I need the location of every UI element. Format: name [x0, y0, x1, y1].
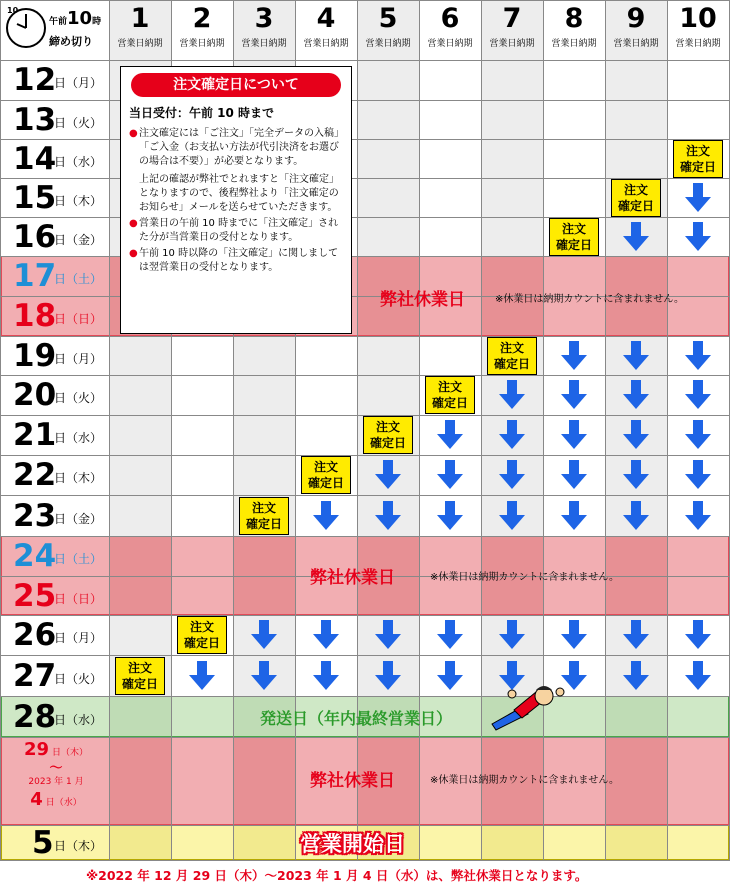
down-arrow-icon	[560, 460, 588, 490]
info-panel	[120, 66, 352, 334]
column-caption: 営業日納期	[365, 39, 411, 49]
down-arrow-icon	[312, 620, 340, 650]
day-number: 28	[13, 698, 57, 735]
grid-line-h	[0, 737, 730, 738]
order-confirm-tag: 注文 確定日	[301, 456, 351, 494]
day-weekday: 日（火）	[54, 671, 103, 686]
column-caption: 営業日納期	[179, 39, 225, 49]
down-arrow-icon	[684, 620, 712, 650]
grid-line-h	[0, 336, 730, 337]
grid-line-v	[419, 0, 420, 860]
day-number: 17	[13, 258, 57, 294]
deadline-line: 午前10時	[49, 8, 102, 29]
down-arrow-icon	[374, 501, 402, 531]
day-number: 18	[13, 298, 57, 334]
day-number: 25	[13, 577, 57, 614]
grid-line-v	[605, 0, 606, 860]
day-number: 21	[13, 417, 57, 453]
grid-line-h	[0, 455, 730, 456]
down-arrow-icon	[436, 460, 464, 490]
grid-line-h	[0, 536, 730, 537]
day-number: 23	[13, 497, 57, 534]
column-number: 8	[564, 3, 584, 34]
down-arrow-icon	[250, 620, 278, 650]
grid-line-h	[0, 375, 730, 376]
column-caption: 営業日納期	[117, 39, 163, 49]
down-arrow-icon	[498, 501, 526, 531]
down-arrow-icon	[498, 380, 526, 410]
day-number: 15	[13, 179, 57, 216]
down-arrow-icon	[684, 501, 712, 531]
down-arrow-icon	[622, 222, 650, 252]
grid-line-h	[0, 60, 730, 61]
info-bullet: ● 注文確定には「ご注文」「完全データの入稿」「ご入金（お支払い方法が代引決済をお選びの場合は不要）」が必要となります。	[129, 128, 339, 167]
grid-line-h	[0, 615, 730, 616]
down-arrow-icon	[622, 420, 650, 450]
grid-line-h	[0, 860, 730, 861]
day-weekday: 日（火）	[54, 115, 103, 130]
grid-line-h	[0, 139, 730, 140]
down-arrow-icon	[560, 501, 588, 531]
column-number: 2	[192, 3, 212, 34]
grid-line-v	[357, 0, 358, 860]
down-arrow-icon	[684, 460, 712, 490]
day-weekday: 日（火）	[54, 391, 103, 405]
ship-day-label: 発送日（年内最終営業日）	[260, 709, 453, 728]
column-number: 3	[254, 3, 274, 34]
order-confirm-tag: 注文 確定日	[239, 497, 289, 535]
column-number: 10	[679, 3, 717, 34]
column-caption: 営業日納期	[551, 39, 597, 49]
day-number: 16	[13, 218, 57, 255]
down-arrow-icon	[560, 341, 588, 371]
down-arrow-icon	[498, 460, 526, 490]
grid-line-h	[0, 217, 730, 218]
column-number: 7	[502, 3, 522, 34]
grid-line-h	[0, 256, 730, 257]
grid-line-v	[481, 0, 482, 860]
grid-line-v	[109, 0, 110, 860]
date-range-label: 29 日（木） ～ 2023 年 1 月 4 日（水）	[24, 739, 88, 810]
down-arrow-icon	[560, 620, 588, 650]
info-subtitle: 当日受付：午前 10 時まで	[129, 106, 275, 120]
down-arrow-icon	[684, 341, 712, 371]
grid-line-h	[0, 825, 730, 826]
day-weekday: 日（月）	[54, 351, 103, 366]
down-arrow-icon	[374, 620, 402, 650]
down-arrow-icon	[498, 420, 526, 450]
day-weekday: 日（月）	[54, 76, 103, 90]
day-number: 5	[32, 825, 54, 861]
column-caption: 営業日納期	[427, 39, 473, 49]
down-arrow-icon	[374, 661, 402, 691]
business-start-label: 営業開始日	[300, 832, 405, 856]
order-confirm-tag: 注文 確定日	[611, 179, 661, 217]
column-caption: 営業日納期	[675, 39, 721, 49]
down-arrow-icon	[188, 661, 216, 691]
down-arrow-icon	[312, 501, 340, 531]
holiday-title: 弊社休業日	[380, 290, 465, 310]
down-arrow-icon	[498, 620, 526, 650]
holiday-title: 弊社休業日	[310, 771, 395, 791]
order-confirm-tag: 注文 確定日	[487, 337, 537, 375]
day-number: 24	[13, 538, 57, 574]
info-title: 注文確定日について	[131, 73, 341, 97]
order-confirm-tag: 注文 確定日	[673, 140, 723, 178]
column-number: 1	[130, 3, 150, 34]
down-arrow-icon	[250, 661, 278, 691]
order-confirm-tag: 注文 確定日	[177, 616, 227, 654]
holiday-note: ※休業日は納期カウントに含まれません。	[430, 775, 619, 786]
info-bullet: ● 午前 10 時以降の「注文確定」に関しましては翌営業日の受付となります。	[129, 248, 339, 273]
down-arrow-icon	[560, 420, 588, 450]
holiday-note: ※休業日は納期カウントに含まれません。	[430, 572, 619, 583]
order-confirm-tag: 注文 確定日	[363, 416, 413, 454]
deadline-caption: 締め切り	[49, 35, 93, 48]
down-arrow-icon	[560, 380, 588, 410]
day-weekday: 日（日）	[54, 312, 103, 326]
down-arrow-icon	[312, 661, 340, 691]
day-weekday: 日（水）	[54, 154, 103, 169]
info-paragraph: 上記の確認が弊社でとれますと「注文確定」となりますので、後程弊社より「注文確定のお知らせ」メールを送らせていただきます。	[139, 174, 339, 213]
column-number: 5	[378, 3, 398, 34]
down-arrow-icon	[622, 341, 650, 371]
day-weekday: 日（水）	[54, 712, 103, 727]
mascot-icon	[484, 684, 566, 738]
down-arrow-icon	[436, 620, 464, 650]
holiday-note: ※休業日は納期カウントに含まれません。	[495, 294, 684, 305]
day-weekday: 日（土）	[54, 272, 103, 286]
day-weekday: 日（木）	[54, 193, 103, 208]
order-confirm-tag: 注文 確定日	[425, 376, 475, 414]
down-arrow-icon	[622, 620, 650, 650]
grid-line-h	[0, 495, 730, 496]
down-arrow-icon	[622, 380, 650, 410]
column-number: 4	[316, 3, 336, 34]
day-number: 22	[13, 457, 57, 493]
day-number: 14	[13, 140, 57, 177]
grid-line-v	[667, 0, 668, 860]
down-arrow-icon	[374, 460, 402, 490]
column-number: 6	[440, 3, 460, 34]
grid-line-v	[0, 0, 1, 860]
column-caption: 営業日納期	[489, 39, 535, 49]
down-arrow-icon	[622, 661, 650, 691]
order-confirm-tag: 注文 確定日	[549, 218, 599, 256]
day-weekday: 日（水）	[54, 431, 103, 445]
footer-note: ※2022 年 12 月 29 日（木）～2023 年 1 月 4 日（水）は、弊社休業日となります。	[86, 868, 588, 883]
column-caption: 営業日納期	[613, 39, 659, 49]
day-weekday: 日（土）	[54, 552, 103, 566]
down-arrow-icon	[622, 460, 650, 490]
grid-line-h	[0, 100, 730, 101]
down-arrow-icon	[684, 222, 712, 252]
down-arrow-icon	[684, 380, 712, 410]
clock-label: 10	[7, 6, 19, 15]
order-confirm-tag: 注文 確定日	[115, 657, 165, 695]
down-arrow-icon	[436, 420, 464, 450]
day-weekday: 日（月）	[54, 631, 103, 645]
info-bullet: ● 営業日の午前 10 時までに「注文確定」された分が当営業日の受付となります。	[129, 218, 339, 243]
day-weekday: 日（木）	[54, 839, 103, 853]
holiday-title: 弊社休業日	[310, 568, 395, 588]
day-number: 19	[13, 337, 57, 374]
grid-line-h	[0, 696, 730, 697]
day-weekday: 日（木）	[54, 471, 103, 485]
column-caption: 営業日納期	[303, 39, 349, 49]
day-weekday: 日（金）	[54, 511, 103, 526]
down-arrow-icon	[436, 501, 464, 531]
down-arrow-icon	[684, 661, 712, 691]
down-arrow-icon	[684, 183, 712, 213]
down-arrow-icon	[436, 661, 464, 691]
day-number: 20	[13, 377, 57, 413]
column-number: 9	[626, 3, 646, 34]
column-caption: 営業日納期	[241, 39, 287, 49]
day-weekday: 日（日）	[54, 591, 103, 606]
day-number: 27	[13, 657, 57, 694]
day-number: 13	[13, 101, 57, 138]
grid-line-h	[0, 655, 730, 656]
down-arrow-icon	[684, 420, 712, 450]
down-arrow-icon	[622, 501, 650, 531]
day-weekday: 日（金）	[54, 232, 103, 247]
grid-line-h	[0, 0, 730, 1]
day-number: 12	[13, 62, 57, 98]
day-number: 26	[13, 617, 57, 653]
